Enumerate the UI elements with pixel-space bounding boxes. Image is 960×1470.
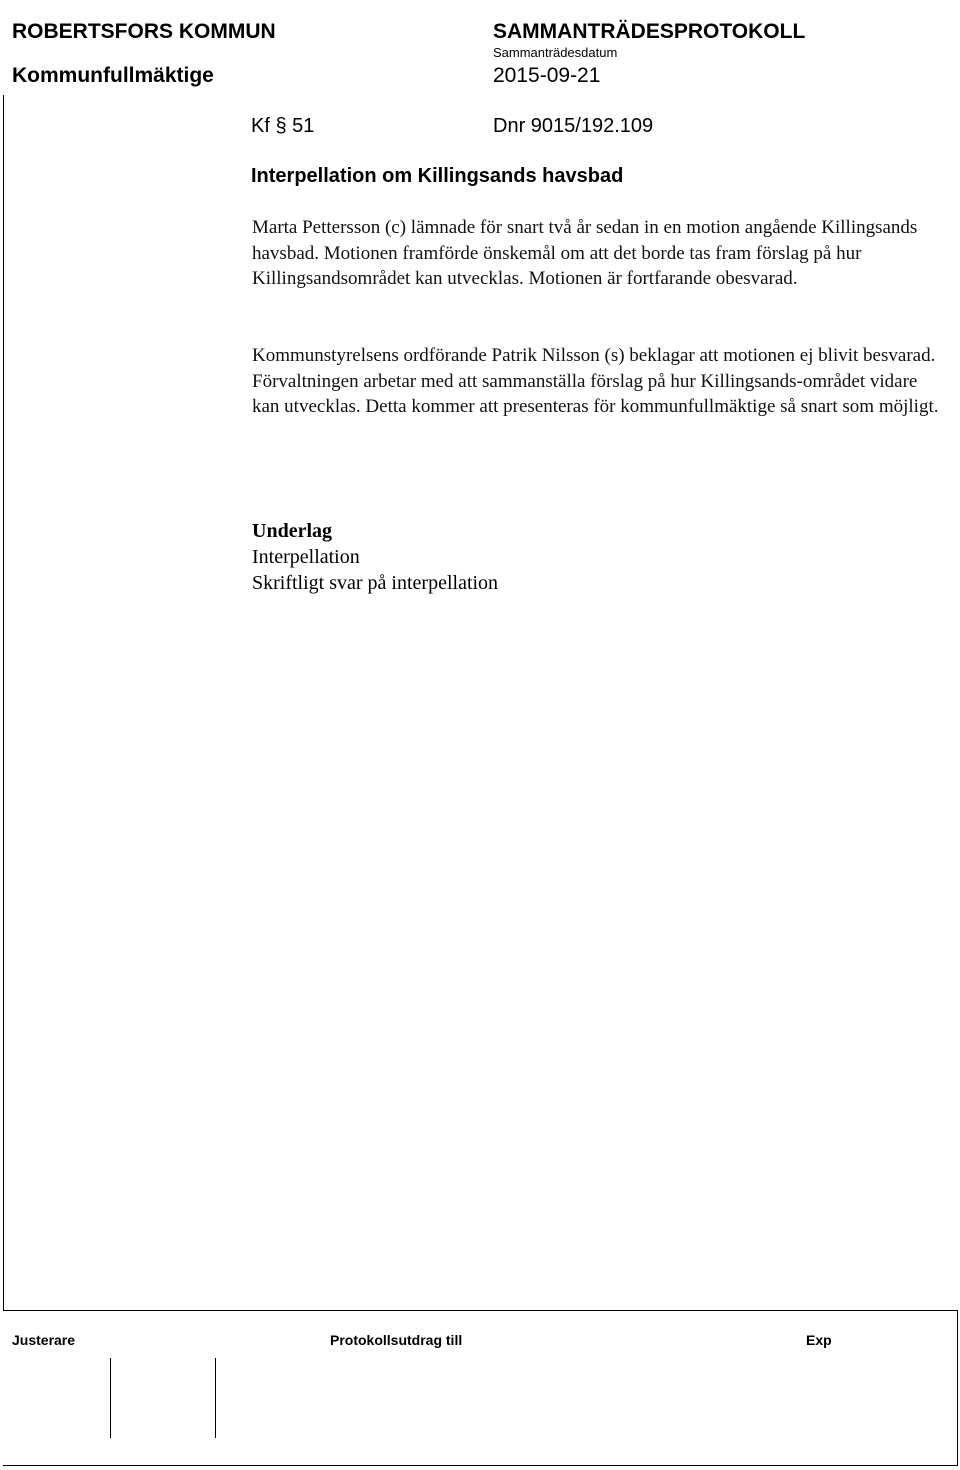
left-margin-line <box>3 95 4 1310</box>
exp-label: Exp <box>806 1332 832 1348</box>
paragraph-2: Kommunstyrelsens ordförande Patrik Nilsson (s) beklagar att motionen ej blivit besvarad. Förvaltningen arbetar med att sammanställa förslag på hur Killingsands-området vidare kan utvecklas. Detta kommer att presenteras för kommunfullmäktige så snart som möjligt. <box>252 345 939 417</box>
paragraph-1: Marta Pettersson (c) lämnade för snart två år sedan in en motion angående Killingsands havsbad. Motionen framförde önskemål om att det borde tas fram förslag på hur Killingsandsområdet kan utvecklas. Motionen är fortfarande obesvarad. <box>252 217 918 289</box>
underlag-item: Interpellation <box>252 546 360 568</box>
meeting-date: 2015-09-21 <box>493 64 601 87</box>
protokollsutdrag-label: Protokollsutdrag till <box>330 1332 463 1348</box>
municipality-name: ROBERTSFORS KOMMUN <box>12 20 276 43</box>
justerare-label: Justerare <box>12 1332 76 1348</box>
footer-right-line <box>957 1310 958 1465</box>
underlag-heading: Underlag <box>252 520 332 542</box>
document-type: SAMMANTRÄDESPROTOKOLL <box>493 20 806 43</box>
signature-divider <box>215 1358 216 1438</box>
footer-top-line <box>3 1310 958 1311</box>
assembly-name: Kommunfullmäktige <box>12 64 214 87</box>
underlag-item: Skriftligt svar på interpellation <box>252 572 499 594</box>
date-label: Sammanträdesdatum <box>493 45 618 60</box>
paragraph-ref: Kf § 51 <box>251 115 315 137</box>
section-title: Interpellation om Killingsands havsbad <box>251 165 624 187</box>
dnr-number: Dnr 9015/192.109 <box>493 115 654 137</box>
footer-bottom-line <box>3 1465 958 1466</box>
signature-divider <box>110 1358 111 1438</box>
